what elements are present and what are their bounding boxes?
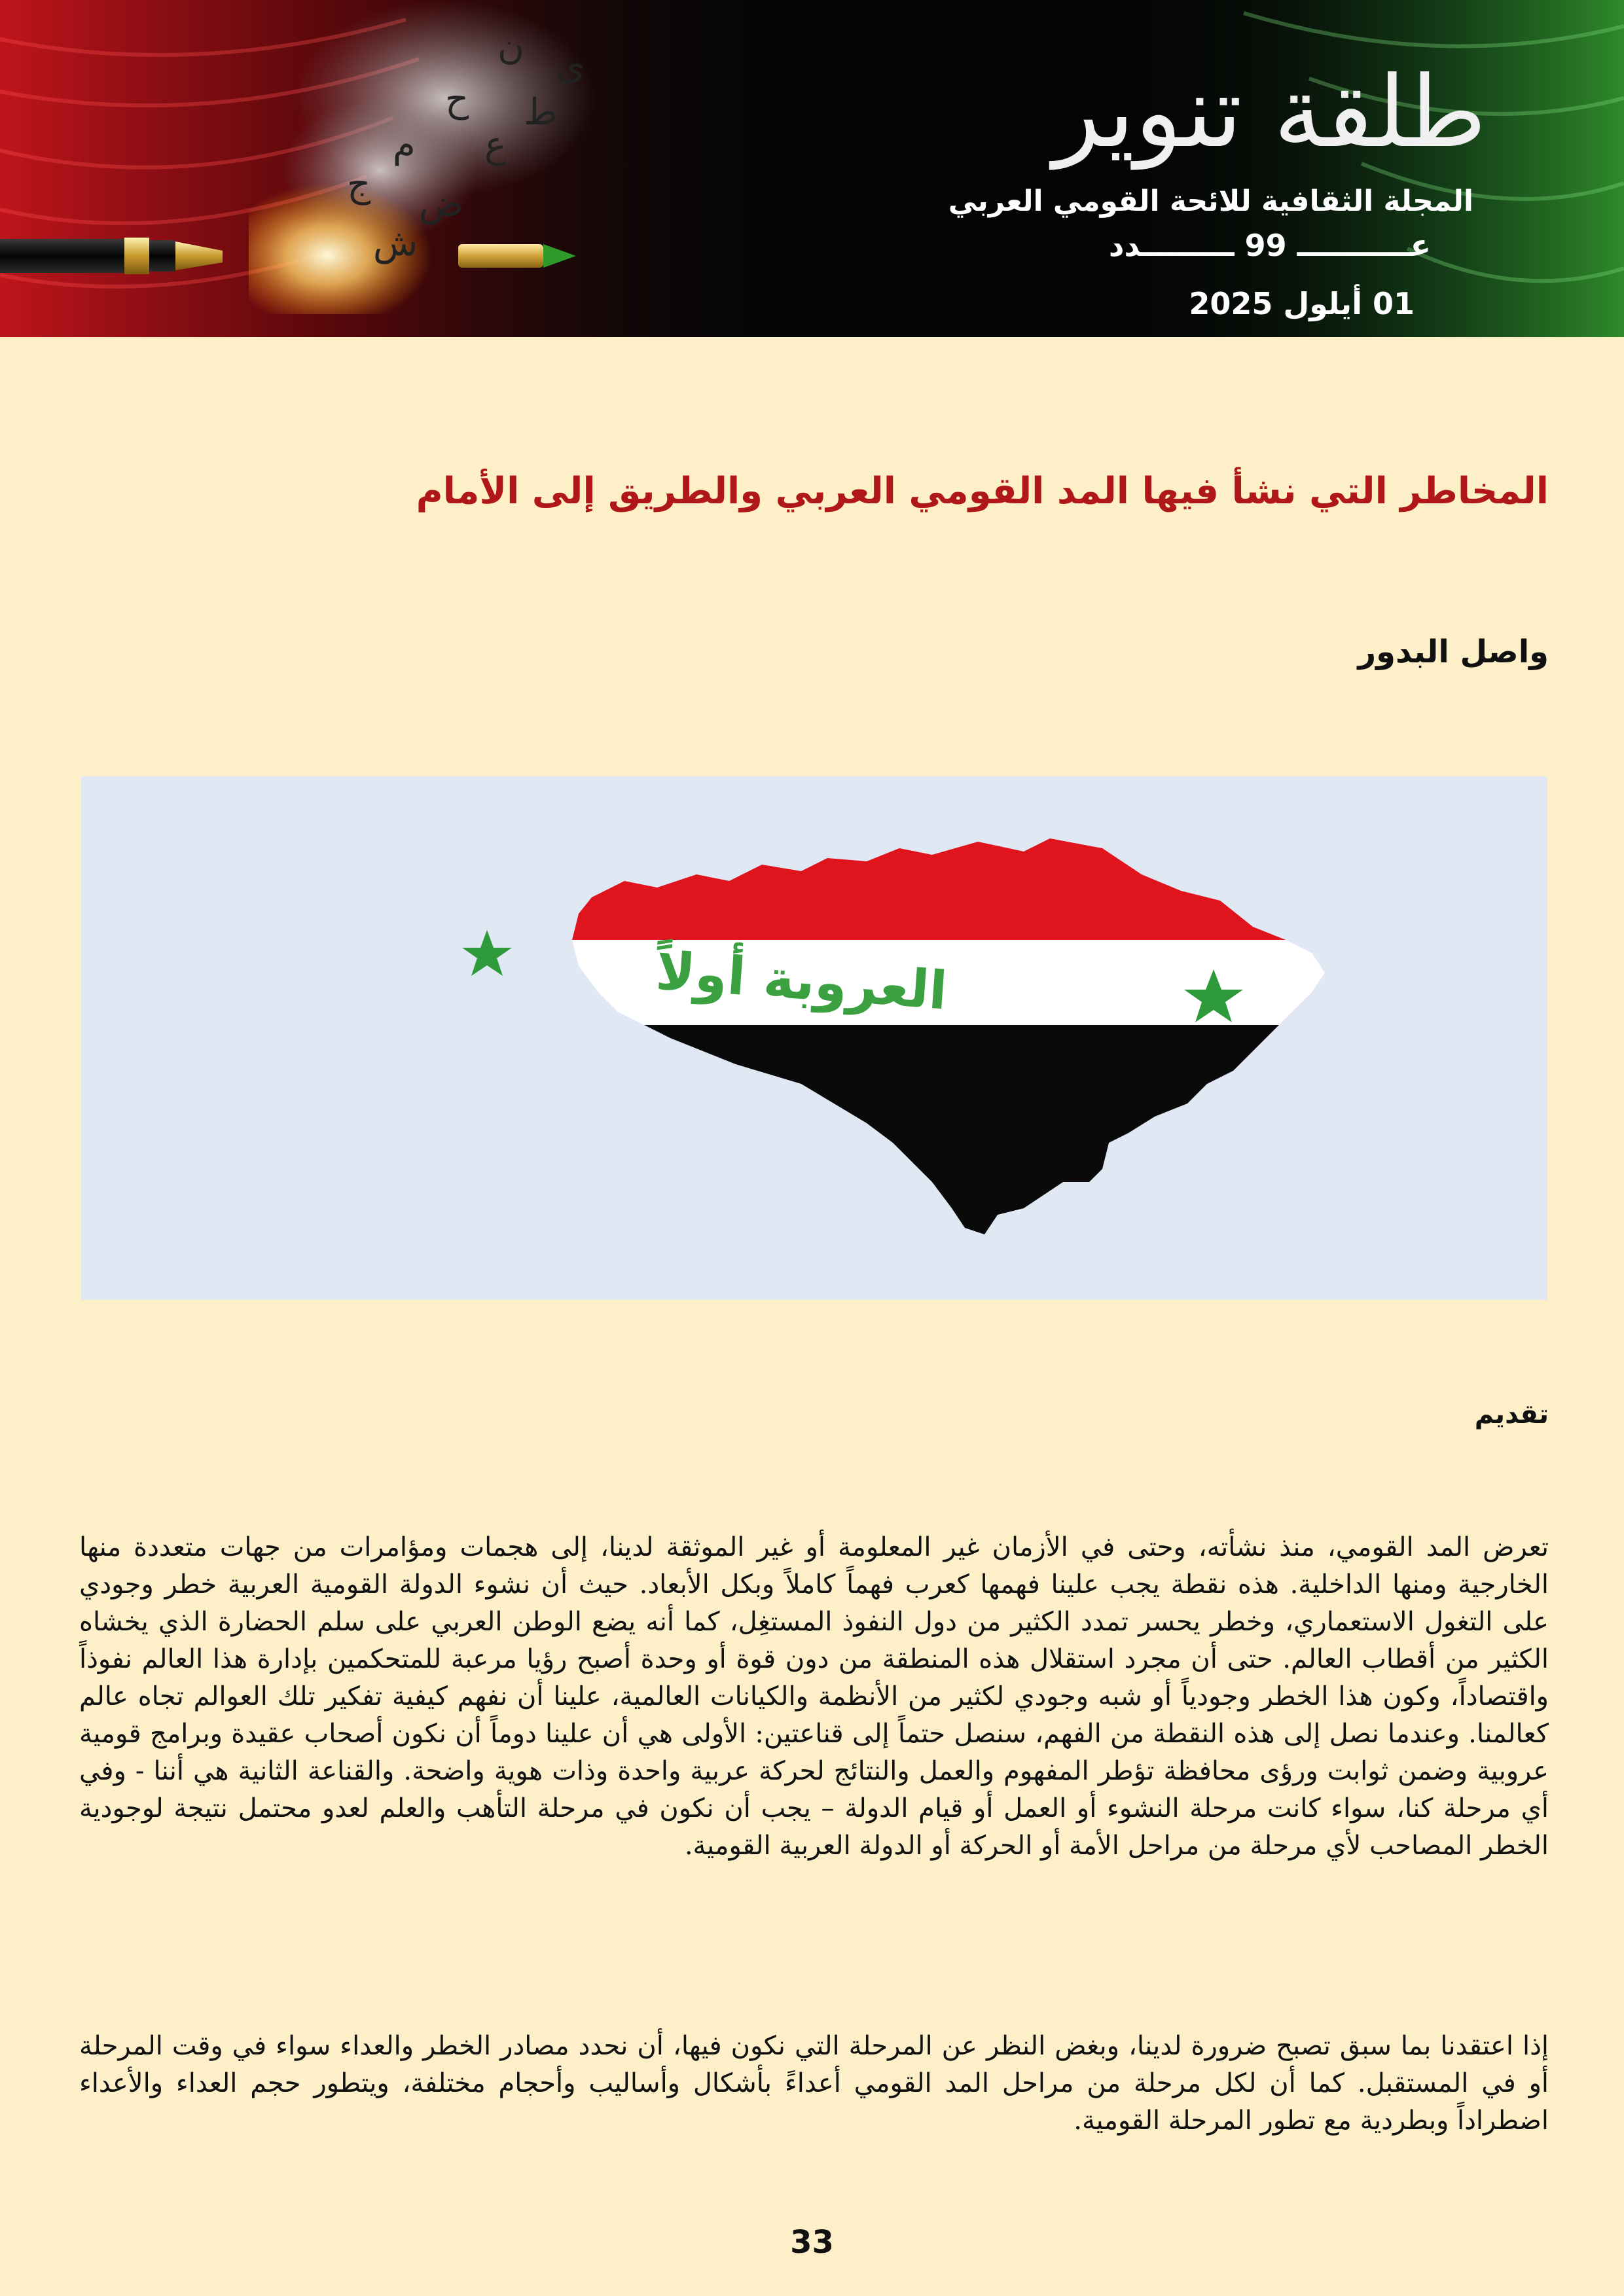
paragraph: تعرض المد القومي، منذ نشأته، وحتى في الأزمان غير المعلومة أو غير الموثقة لدينا، إلى هجمات ومؤامرات من جهات متعددة منها الخارجية ومنها الداخلية. هذه نقطة يجب علينا فهمها كعرب فهماً كاملاً وبكل الأبعاد. حيث أن نشوء الدولة القومية العربية خطر وجودي على التغول الاستعماري، وخطر يحسر تمدد الكثير من دول النفوذ المستغِل، كما أنه يضع الوطن العربي على سلم الحضارة الذي يخشاه الكثير من أقطاب العالم. حتى أن مجرد استقلال هذه المنطقة من دون قوة أو وحدة أصبح رؤيا مرعبة للمتحكمين بإدارة هذا العالم نفوذاً واقتصاداً، وكون هذا الخطر وجودياً أو شبه وجودي لكثير من الأنظمة والكيانات العالمية، علينا أن نفهم كيفية تفكير تلك العوالم تجاه عالم كعالمنا. وعندما نصل إلى هذه النقطة من الفهم، سنصل حتماً إلى قناعتين: الأولى هي أن علينا دوماً أن نكون أصحاب عقيدة وبرامج قومية عروبية وضمن ثوابت ورؤى محافظة تؤطر المفهوم والعمل والنتائج لحركة عربية واحدة وذات هوية واضحة. والقناعة الثانية هي أننا - وفي أي مرحلة كنا، سواء كانت مرحلة النشوء أو العمل أو قيام الدولة – يجب أن نكون في مرحلة التأهب والعلم لعدو محتمل نتيجة لوجودية الخطر المصاحب لأي مرحلة من مراحل الأمة أو الحركة أو الدولة العربية القومية. bbox=[79, 1532, 1549, 1861]
svg-text:م: م bbox=[393, 124, 416, 166]
svg-text:ى: ى bbox=[556, 45, 585, 88]
issue-date: 01 أيلول 2025 bbox=[1189, 286, 1415, 321]
page-number: 33 bbox=[790, 2224, 834, 2261]
svg-text:ح: ح bbox=[445, 78, 469, 120]
article-author: واصل البدور bbox=[1358, 634, 1549, 670]
magazine-subtitle: المجلة الثقافية للائحة القومي العربي bbox=[948, 185, 1473, 218]
figure-caption-text: العروبة أولاً bbox=[654, 940, 949, 1022]
svg-text:ط: ط bbox=[524, 91, 558, 134]
svg-text:ع: ع bbox=[484, 124, 507, 166]
svg-text:ش: ش bbox=[373, 222, 418, 264]
arab-world-flag-map-image bbox=[81, 776, 1547, 1300]
svg-text:ن: ن bbox=[497, 26, 525, 68]
paragraph: إذا اعتقدنا بما سبق تصبح ضرورة لدينا، وبغض النظر عن المرحلة التي نكون فيها، أن نحدد مصادر الخطر والعداء سواء في وقت المرحلة أو في المستقبل. كما أن لكل مرحلة من مراحل المد القومي أعداءً بأشكال وأساليب وأحجام مختلفة، ويتطور حجم العداء والأعداء اضطراداً وبطردية مع تطور المرحلة القومية. bbox=[79, 2031, 1549, 2136]
magazine-title: طلقة تنوير bbox=[1053, 56, 1487, 170]
svg-text:ض: ض bbox=[419, 183, 463, 225]
issue-number: عـــــــــــ 99 ـــــــــدد bbox=[1108, 228, 1431, 263]
section-heading: تقديم bbox=[1474, 1399, 1549, 1429]
article-title: المخاطر التي نشأ فيها المد القومي العربي والطريق إلى الأمام bbox=[416, 470, 1549, 512]
header-banner bbox=[0, 0, 1624, 337]
article-figure bbox=[81, 776, 1547, 1300]
fountain-pen-icon bbox=[0, 226, 576, 285]
svg-text:ج: ج bbox=[347, 163, 371, 206]
